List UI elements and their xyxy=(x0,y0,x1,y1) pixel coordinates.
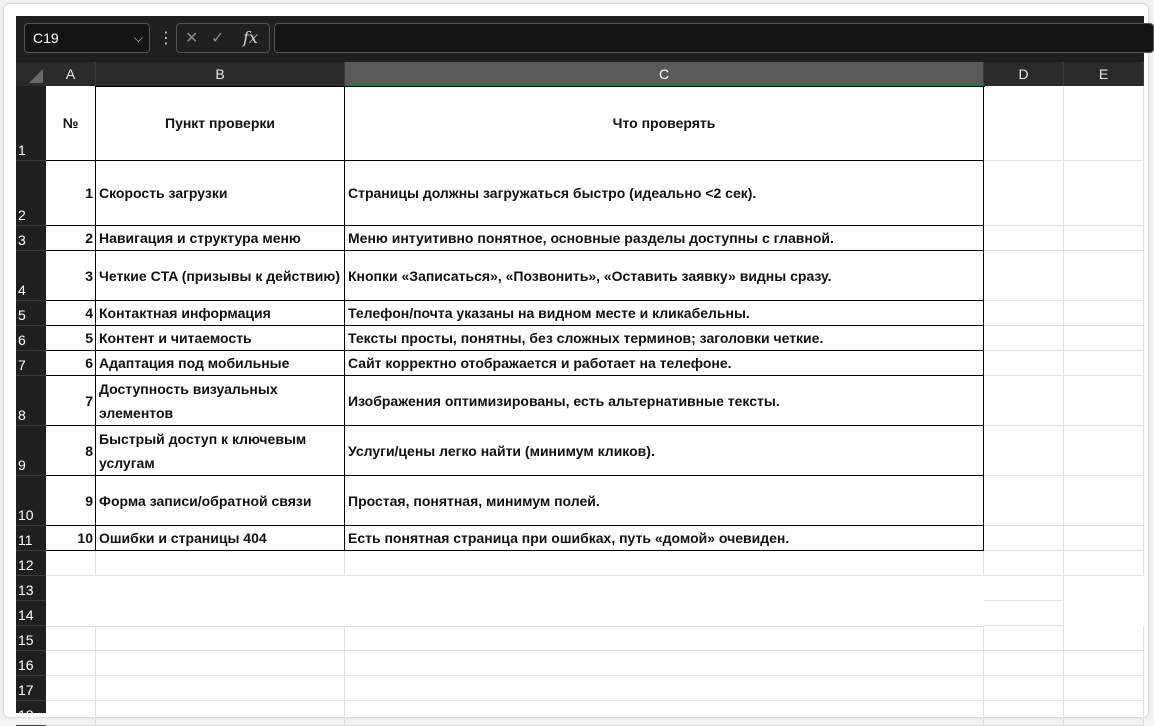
row-header[interactable]: 5 xyxy=(16,301,46,326)
empty-cell[interactable] xyxy=(46,626,96,651)
empty-cell[interactable] xyxy=(96,626,345,651)
table-cell[interactable]: Страницы должны загружаться быстро (идеально <2 сек). xyxy=(345,161,984,226)
table-cell[interactable]: Адаптация под мобильные xyxy=(96,351,345,376)
header-cell-number[interactable]: № xyxy=(46,86,96,161)
row-header[interactable]: 12 xyxy=(16,551,46,576)
empty-cell[interactable] xyxy=(1064,626,1144,651)
table-cell[interactable]: 7 xyxy=(46,376,96,426)
empty-cell[interactable] xyxy=(1064,676,1144,701)
column-header-e[interactable]: E xyxy=(1064,62,1144,86)
table-cell[interactable]: 8 xyxy=(46,426,96,476)
empty-cell[interactable] xyxy=(345,551,984,576)
row-header[interactable]: 4 xyxy=(16,251,46,301)
table-cell[interactable]: Кнопки «Записаться», «Позвонить», «Оставить заявку» видны сразу. xyxy=(345,251,984,301)
table-cell[interactable]: Меню интуитивно понятное, основные разделы доступны с главной. xyxy=(345,226,984,251)
select-all-button[interactable] xyxy=(16,62,46,86)
empty-cell[interactable] xyxy=(984,226,1064,251)
row-header[interactable]: 14 xyxy=(16,601,46,626)
empty-cell[interactable] xyxy=(984,476,1064,526)
cancel-x-icon[interactable]: ✕ xyxy=(185,28,199,47)
row-header[interactable]: 18 xyxy=(16,701,46,726)
empty-cell[interactable] xyxy=(1064,301,1144,326)
empty-cell[interactable] xyxy=(984,601,1064,626)
table-cell[interactable]: Контактная информация xyxy=(96,301,345,326)
table-cell[interactable]: 2 xyxy=(46,226,96,251)
empty-cell[interactable] xyxy=(46,551,96,576)
table-cell[interactable]: Контент и читаемость xyxy=(96,326,345,351)
row-header[interactable]: 17 xyxy=(16,676,46,701)
cell-grid xyxy=(46,86,1144,713)
spreadsheet-window xyxy=(16,16,1144,723)
column-header-row xyxy=(16,62,1144,86)
table-cell[interactable]: Навигация и структура меню xyxy=(96,226,345,251)
empty-cell[interactable] xyxy=(46,701,96,726)
empty-cell[interactable] xyxy=(984,551,1064,576)
header-cell-item[interactable]: Пункт проверки xyxy=(96,86,345,161)
empty-cell[interactable] xyxy=(1064,226,1144,251)
table-cell[interactable]: 1 xyxy=(46,161,96,226)
empty-cell[interactable] xyxy=(46,651,96,676)
empty-cell[interactable] xyxy=(984,301,1064,326)
header-cell-what-to-check[interactable]: Что проверять xyxy=(345,86,984,161)
empty-cell[interactable] xyxy=(345,651,984,676)
empty-cell[interactable] xyxy=(984,161,1064,226)
row-header[interactable]: 11 xyxy=(16,526,46,551)
empty-cell[interactable] xyxy=(96,651,345,676)
table-cell[interactable]: Доступность визуальных элементов xyxy=(96,376,345,426)
table-cell[interactable]: Телефон/почта указаны на видном месте и кликабельны. xyxy=(345,301,984,326)
name-box[interactable] xyxy=(24,23,150,53)
empty-cell[interactable] xyxy=(46,676,96,701)
table-cell[interactable]: Скорость загрузки xyxy=(96,161,345,226)
empty-cell[interactable] xyxy=(345,701,984,726)
empty-cell[interactable] xyxy=(984,626,1064,651)
empty-cell[interactable] xyxy=(1064,326,1144,351)
table-cell[interactable]: 10 xyxy=(46,526,96,551)
table-cell[interactable]: Тексты просты, понятны, без сложных терминов; заголовки четкие. xyxy=(345,326,984,351)
chevron-down-icon[interactable]: ⌵ xyxy=(133,31,143,45)
table-cell[interactable]: 4 xyxy=(46,301,96,326)
empty-cell[interactable] xyxy=(1064,376,1144,426)
more-options-icon[interactable]: ⋮ xyxy=(158,28,174,47)
column-header-b[interactable]: B xyxy=(96,62,345,86)
column-header-a[interactable]: A xyxy=(46,62,96,86)
empty-cell[interactable] xyxy=(1064,161,1144,226)
empty-cell[interactable] xyxy=(345,676,984,701)
table-cell[interactable]: Форма записи/обратной связи xyxy=(96,476,345,526)
table-cell[interactable]: Четкие CTA (призывы к действию) xyxy=(96,251,345,301)
formula-bar xyxy=(16,16,1144,62)
table-cell[interactable]: Изображения оптимизированы, есть альтернативные тексты. xyxy=(345,376,984,426)
row-header[interactable]: 2 xyxy=(16,161,46,226)
column-header-d[interactable]: D xyxy=(984,62,1064,86)
table-cell[interactable]: 9 xyxy=(46,476,96,526)
empty-cell[interactable] xyxy=(984,526,1064,551)
empty-cell[interactable] xyxy=(984,86,1064,161)
empty-cell[interactable] xyxy=(984,676,1064,701)
formula-actions xyxy=(176,23,270,53)
formula-input[interactable] xyxy=(274,23,1154,53)
row-header[interactable]: 7 xyxy=(16,351,46,376)
empty-cell[interactable] xyxy=(984,351,1064,376)
row-header[interactable]: 1 xyxy=(16,86,46,161)
row-header[interactable]: 9 xyxy=(16,426,46,476)
empty-cell[interactable] xyxy=(1064,426,1144,476)
empty-cell[interactable] xyxy=(984,376,1064,426)
empty-cell[interactable] xyxy=(1064,476,1144,526)
empty-cell[interactable] xyxy=(984,576,1064,601)
empty-cell[interactable] xyxy=(984,251,1064,301)
empty-cell[interactable] xyxy=(1064,251,1144,301)
empty-cell[interactable] xyxy=(1064,351,1144,376)
table-cell[interactable]: 3 xyxy=(46,251,96,301)
table-cell[interactable]: 5 xyxy=(46,326,96,351)
empty-cell[interactable] xyxy=(1064,701,1144,726)
empty-cell[interactable] xyxy=(96,551,345,576)
empty-cell[interactable] xyxy=(1064,651,1144,676)
insert-function-icon[interactable]: fx xyxy=(243,28,258,47)
select-all-triangle-icon xyxy=(29,69,43,83)
row-header[interactable]: 3 xyxy=(16,226,46,251)
empty-cell[interactable] xyxy=(1064,551,1144,576)
checkmark-icon[interactable]: ✓ xyxy=(211,28,225,47)
empty-cell[interactable] xyxy=(96,676,345,701)
empty-cell[interactable] xyxy=(345,626,984,651)
row-header-column xyxy=(16,86,46,723)
row-header[interactable]: 15 xyxy=(16,626,46,651)
column-header-c[interactable]: C xyxy=(345,62,984,86)
empty-cell[interactable] xyxy=(984,651,1064,676)
empty-cell[interactable] xyxy=(1064,86,1144,161)
table-cell[interactable]: Простая, понятная, минимум полей. xyxy=(345,476,984,526)
empty-cell[interactable] xyxy=(1064,526,1144,551)
table-cell[interactable]: Сайт корректно отображается и работает на телефоне. xyxy=(345,351,984,376)
empty-cell[interactable] xyxy=(984,426,1064,476)
row-header[interactable]: 16 xyxy=(16,651,46,676)
screenshot-frame xyxy=(4,4,1148,723)
table-cell[interactable]: 6 xyxy=(46,351,96,376)
row-header[interactable]: 10 xyxy=(16,476,46,526)
table-cell[interactable]: Есть понятная страница при ошибках, путь «домой» очевиден. xyxy=(345,526,984,551)
row-header[interactable]: 6 xyxy=(16,326,46,351)
empty-cell[interactable] xyxy=(96,701,345,726)
table-cell[interactable]: Быстрый доступ к ключевым услугам xyxy=(96,426,345,476)
table-cell[interactable]: Услуги/цены легко найти (минимум кликов). xyxy=(345,426,984,476)
table-cell[interactable]: Ошибки и страницы 404 xyxy=(96,526,345,551)
empty-cell[interactable] xyxy=(984,701,1064,726)
name-box-value: C19 xyxy=(33,30,59,46)
row-header[interactable]: 8 xyxy=(16,376,46,426)
empty-cell[interactable] xyxy=(984,326,1064,351)
row-header[interactable]: 13 xyxy=(16,576,46,601)
